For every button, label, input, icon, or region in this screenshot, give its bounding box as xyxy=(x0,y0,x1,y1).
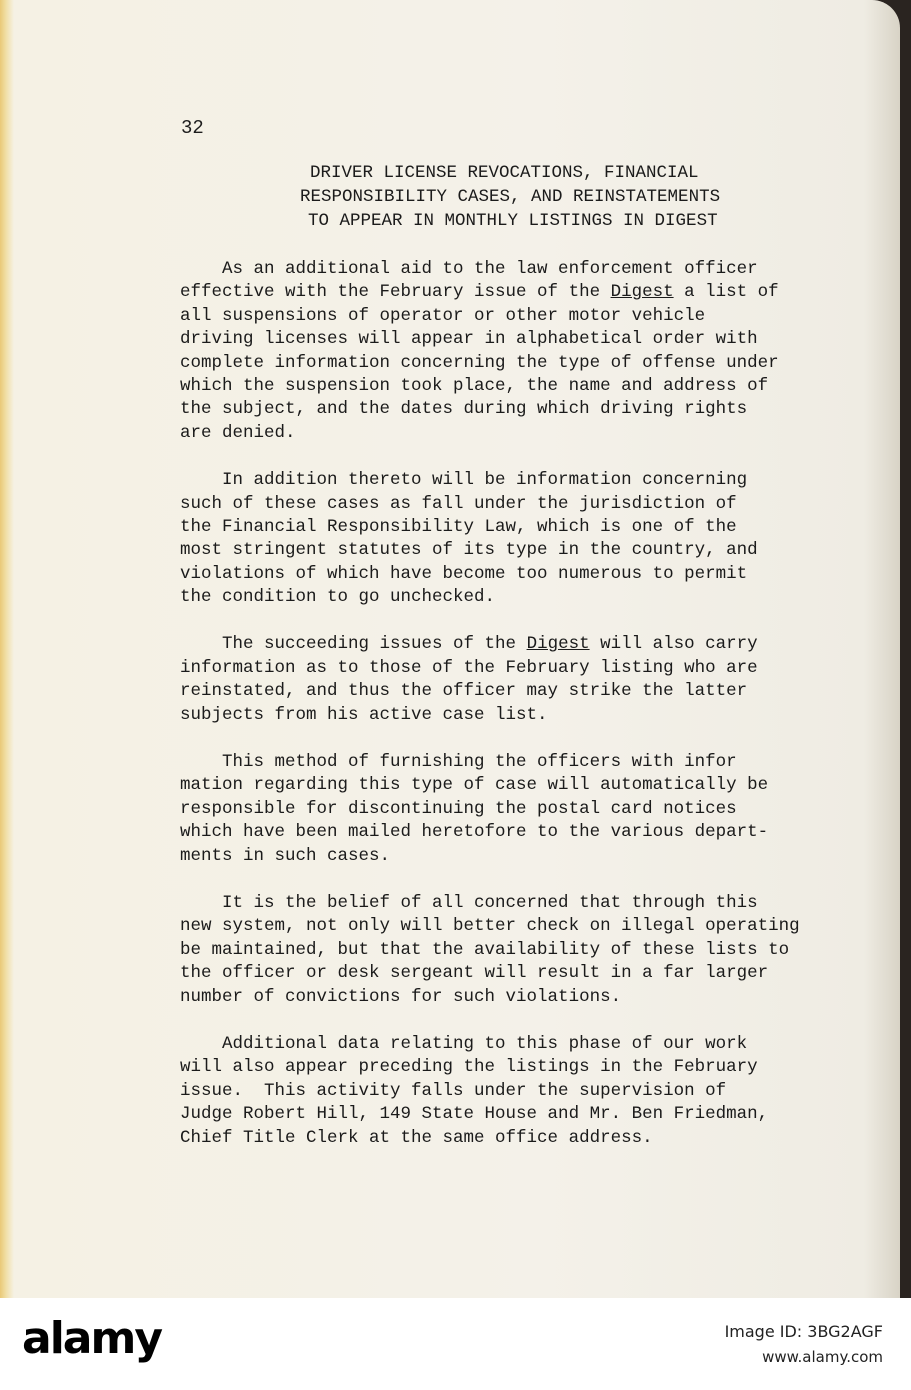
page-number: 32 xyxy=(181,117,204,139)
paragraph-2-line-1: In addition thereto will be information concerning xyxy=(180,470,748,491)
watermark-url: www.alamy.com xyxy=(762,1348,883,1366)
paragraph-4-line-3: responsible for discontinuing the postal card notices xyxy=(180,798,737,819)
paragraph-3-line-2: information as to those of the February listing who are xyxy=(180,657,758,678)
paragraph-5-line-1: It is the belief of all concerned that through this xyxy=(180,892,758,913)
title-line-3: TO APPEAR IN MONTHLY LISTINGS IN DIGEST xyxy=(308,211,718,231)
paragraph-2-line-6: the condition to go unchecked. xyxy=(180,587,496,608)
paragraph-4-line-2: mation regarding this type of case will automatically be xyxy=(180,775,769,796)
paragraph-4-line-1: This method of furnishing the officers with infor xyxy=(180,752,737,773)
paragraph-6-line-5: Chief Title Clerk at the same office address. xyxy=(180,1127,653,1148)
paragraph-3-line-3: reinstated, and thus the officer may strike the latter xyxy=(180,681,748,702)
watermark-logo: alamy xyxy=(22,1313,161,1364)
paragraph-1-line-4: driving licenses will appear in alphabetical order with xyxy=(180,329,758,350)
paragraph-1-line-8: are denied. xyxy=(180,422,296,443)
paragraph-6-line-3: issue. This activity falls under the supervision of xyxy=(180,1080,727,1101)
paragraph-5 xyxy=(180,892,900,1009)
paragraph-6-line-4: Judge Robert Hill, 149 State House and Mr. Ben Friedman, xyxy=(180,1104,769,1125)
paragraph-1-line-7: the subject, and the dates during which driving rights xyxy=(180,399,748,420)
paragraph-5-line-3: be maintained, but that the availability of these lists to xyxy=(180,939,790,960)
document-body xyxy=(180,258,900,1174)
paragraph-2-line-4: most stringent statutes of its type in the country, and xyxy=(180,540,758,561)
watermark-image-id: Image ID: 3BG2AGF xyxy=(724,1322,883,1341)
paragraph-2-line-2: such of these cases as fall under the jurisdiction of xyxy=(180,493,737,514)
document-title xyxy=(180,161,907,233)
title-line-2: RESPONSIBILITY CASES, AND REINSTATEMENTS xyxy=(300,187,721,207)
paragraph-5-line-2: new system, not only will better check on illegal operating xyxy=(180,916,800,937)
paragraph-4-line-5: ments in such cases. xyxy=(180,845,391,866)
paragraph-3-line-1: The succeeding issues of the Digest will also carry xyxy=(180,634,758,655)
paragraph-2 xyxy=(180,469,900,609)
paragraph-6-line-2: will also appear preceding the listings in the February xyxy=(180,1057,758,1078)
paragraph-2-line-3: the Financial Responsibility Law, which is one of the xyxy=(180,516,737,537)
paragraph-1 xyxy=(180,258,900,445)
paragraph-1-line-1: As an additional aid to the law enforcement officer xyxy=(180,259,758,279)
paragraph-6 xyxy=(180,1033,900,1150)
paragraph-5-line-4: the officer or desk sergeant will result in a far larger xyxy=(180,963,769,984)
paragraph-3 xyxy=(180,633,900,727)
underlined-text: Digest xyxy=(610,282,674,303)
title-line-1: DRIVER LICENSE REVOCATIONS, FINANCIAL xyxy=(310,163,699,183)
paragraph-2-line-5: violations of which have become too numerous to permit xyxy=(180,563,748,584)
paragraph-4-line-4: which have been mailed heretofore to the various depart- xyxy=(180,822,769,843)
paragraph-3-line-4: subjects from his active case list. xyxy=(180,704,548,725)
paragraph-5-line-5: number of convictions for such violations. xyxy=(180,986,622,1007)
underlined-text: Digest xyxy=(526,634,590,655)
paragraph-1-line-3: all suspensions of operator or other motor vehicle xyxy=(180,305,706,326)
paragraph-1-line-2: effective with the February issue of the Digest a list of xyxy=(180,282,779,303)
paragraph-1-line-6: which the suspension took place, the name and address of xyxy=(180,375,769,396)
paragraph-6-line-1: Additional data relating to this phase of our work xyxy=(180,1033,748,1054)
paragraph-1-line-5: complete information concerning the type of offense under xyxy=(180,352,779,373)
paragraph-4 xyxy=(180,751,900,868)
